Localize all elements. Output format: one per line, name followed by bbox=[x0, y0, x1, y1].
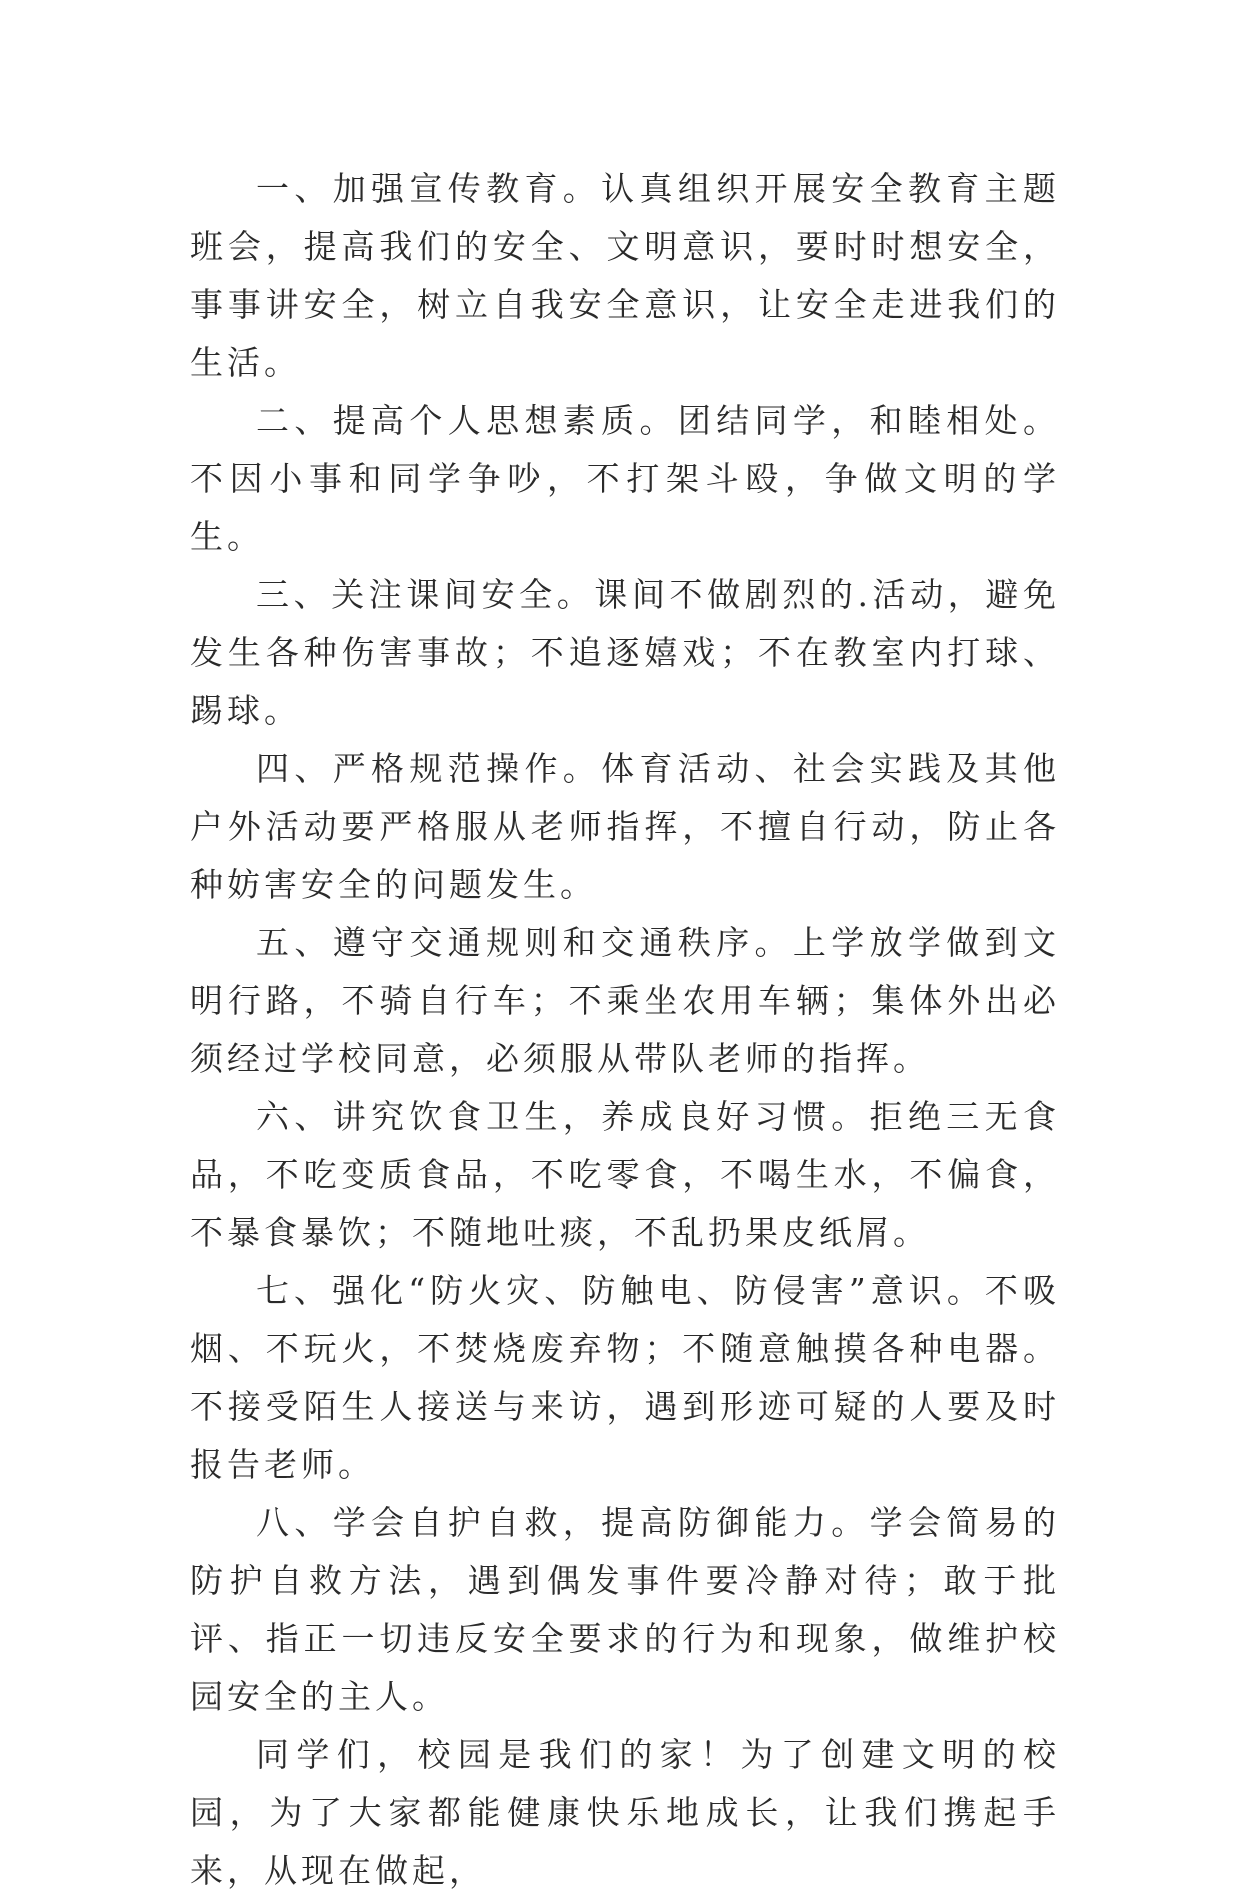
paragraph-8: 八、学会自护自救，提高防御能力。学会简易的防护自救方法，遇到偶发事件要冷静对待；敢于批评、指正一切违反安全要求的行为和现象，做维护校园安全的主人。 bbox=[190, 1503, 1060, 1716]
paragraph-6: 六、讲究饮食卫生，养成良好习惯。拒绝三无食品，不吃变质食品，不吃零食，不喝生水，不偏食，不暴食暴饮；不随地吐痰，不乱扔果皮纸屑。 bbox=[190, 1097, 1060, 1252]
paragraph-1: 一、加强宣传教育。认真组织开展安全教育主题班会，提高我们的安全、文明意识，要时时想安全，事事讲安全，树立自我安全意识，让安全走进我们的生活。 bbox=[190, 169, 1060, 382]
paragraph-2: 二、提高个人思想素质。团结同学，和睦相处。不因小事和同学争吵，不打架斗殴，争做文明的学生。 bbox=[190, 401, 1060, 556]
paragraph-5: 五、遵守交通规则和交通秩序。上学放学做到文明行路，不骑自行车；不乘坐农用车辆；集体外出必须经过学校同意，必须服从带队老师的指挥。 bbox=[190, 923, 1060, 1078]
paragraph-9: 同学们，校园是我们的家！为了创建文明的校园，为了大家都能健康快乐地成长，让我们携起手来，从现在做起， bbox=[190, 1735, 1060, 1890]
paragraph-7: 七、强化“防火灾、防触电、防侵害”意识。不吸烟、不玩火，不焚烧废弃物；不随意触摸各种电器。不接受陌生人接送与来访，遇到形迹可疑的人要及时报告老师。 bbox=[190, 1271, 1060, 1484]
paragraph-4: 四、严格规范操作。体育活动、社会实践及其他户外活动要严格服从老师指挥，不擅自行动，防止各种妨害安全的问题发生。 bbox=[190, 749, 1060, 904]
document-body bbox=[190, 160, 1060, 1900]
paragraph-3: 三、关注课间安全。课间不做剧烈的.活动，避免发生各种伤害事故；不追逐嬉戏；不在教室内打球、踢球。 bbox=[190, 575, 1060, 730]
